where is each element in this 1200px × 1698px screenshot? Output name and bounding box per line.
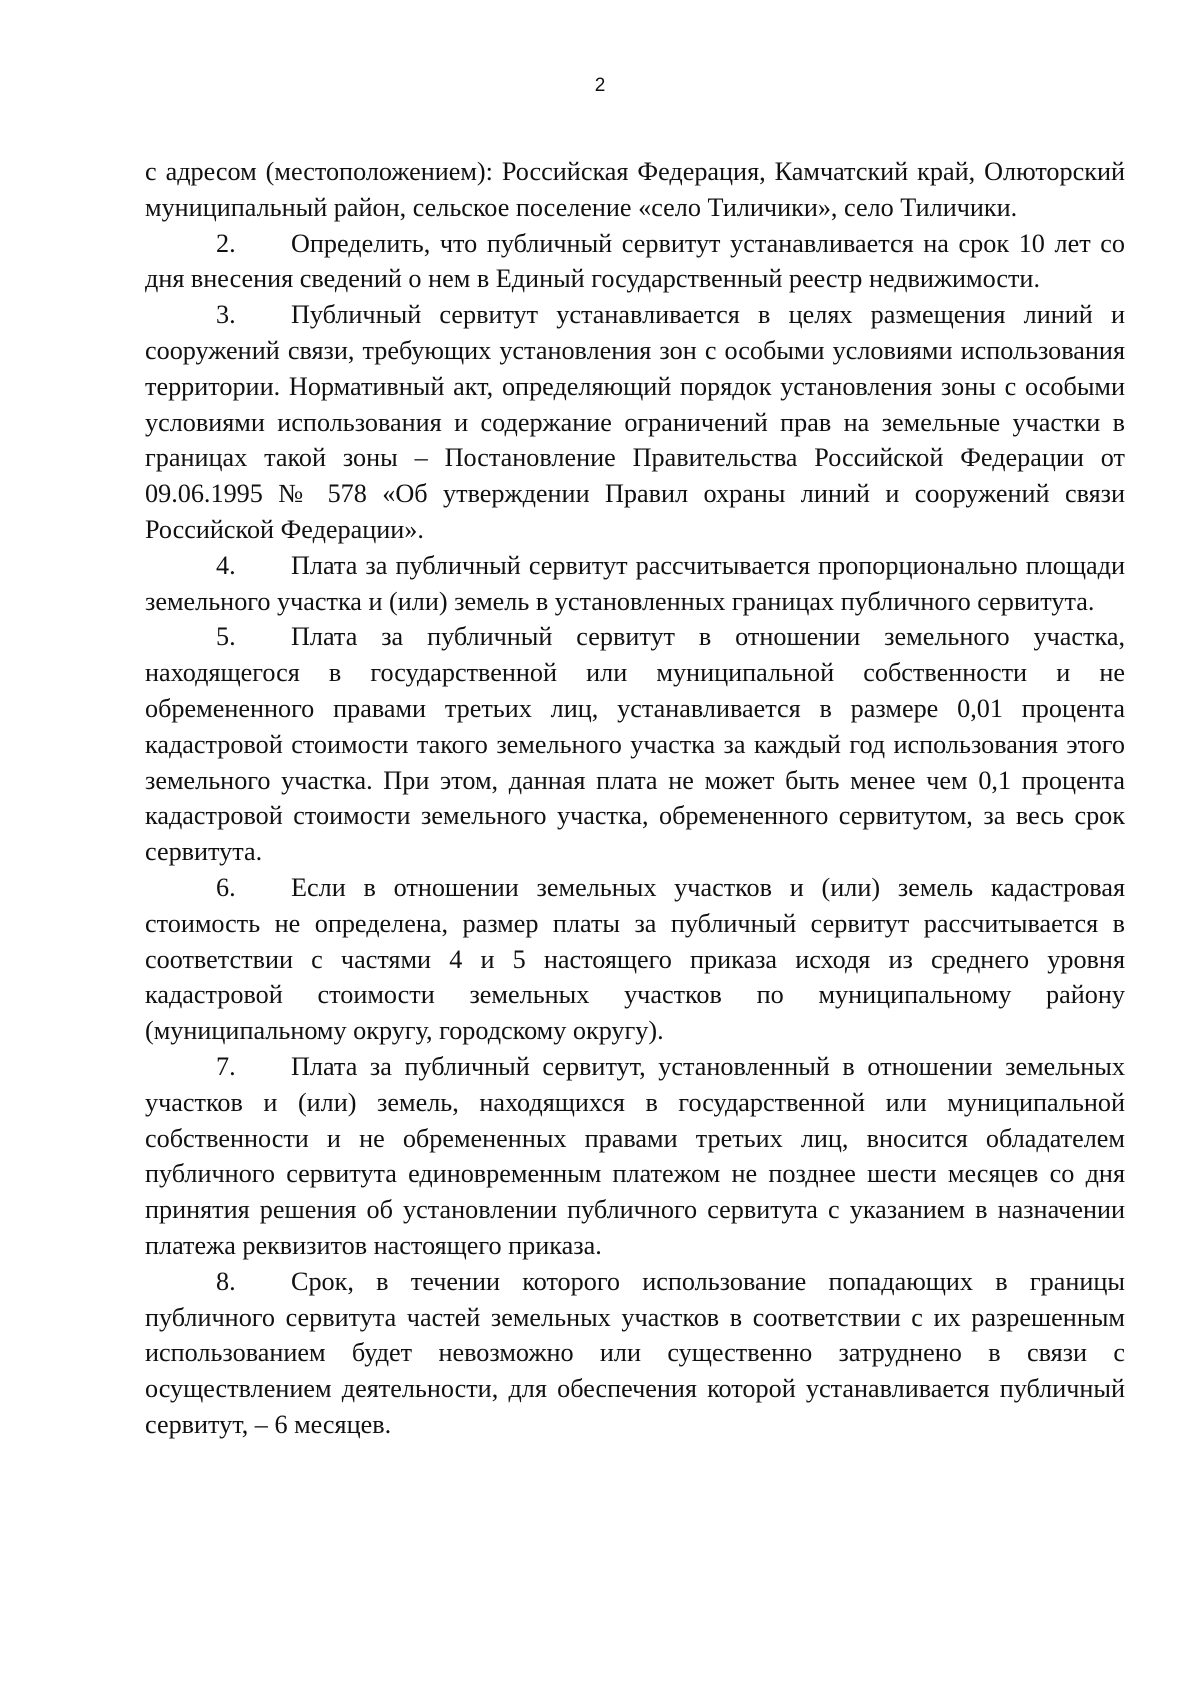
paragraph-8 [145, 1264, 1125, 1443]
paragraph-number: 5. [216, 622, 236, 652]
paragraph-number: 2. [216, 228, 236, 258]
paragraph-7 [145, 1049, 1125, 1264]
paragraph-number: 4. [216, 550, 236, 580]
paragraph-2 [145, 226, 1125, 298]
paragraph-text: Плата за публичный сервитут в отношении земельного участка, находящегося в государственной или муниципальной собственности и не обремененного правами третьих лиц, устанавливается в размере 0,01 процента кадастровой стоимости такого земельного участка за каждый год использования этого земельного участка. При этом, данная плата не может быть менее чем 0,1 процента кадастровой стоимости земельного участка, обремененного сервитутом, за весь срок сервитута. [145, 622, 1125, 867]
paragraph-continuation [145, 154, 1125, 226]
paragraph-number: 7. [216, 1051, 236, 1081]
paragraph-number: 3. [216, 300, 236, 330]
paragraph-text: Срок, в течении которого использование попадающих в границы публичного сервитута частей земельных участков в соответствии с их разрешенным использованием будет невозможно или существенно затруднено в связи с осуществлением деятельности, для обеспечения которой устанавливается публичный сервитут, – 6 месяцев. [145, 1266, 1125, 1439]
paragraph-5 [145, 619, 1125, 870]
paragraph-3 [145, 297, 1125, 548]
paragraph-4 [145, 548, 1125, 620]
paragraph-number: 6. [216, 872, 236, 902]
paragraph-text: Если в отношении земельных участков и (или) земель кадастровая стоимость не определена, размер платы за публичный сервитут рассчитывается в соответствии с частями 4 и 5 настоящего приказа исходя из среднего уровня кадастровой стоимости земельных участков по муниципальному району (муниципальному округу, городскому округу). [145, 872, 1125, 1046]
paragraph-text: Плата за публичный сервитут, установленный в отношении земельных участков и (или) земель, находящихся в государственной или муниципальной собственности и не обремененных правами третьих лиц, вносится обладателем публичного сервитута единовременным платежом не позднее шести месяцев со дня принятия решения об установлении публичного сервитута с указанием в назначении платежа реквизитов настоящего приказа. [145, 1051, 1125, 1260]
paragraph-text: Публичный сервитут устанавливается в целях размещения линий и сооружений связи, требующих установления зон с особыми условиями использования территории. Нормативный акт, определяющий порядок установления зоны с особыми условиями использования и содержание ограничений прав на земельные участки в границах такой зоны – Постановление Правительства Российской Федерации от 09.06.1995 № 578 «Об утверждении Правил охраны линий и сооружений связи Российской Федерации». [145, 300, 1125, 544]
page-number: 2 [594, 75, 606, 96]
paragraph-text: с адресом (местоположением): Российская Федерация, Камчатский край, Олюторский муниципальный район, сельское поселение «село Тиличики», село Тиличики. [145, 157, 1125, 222]
paragraph-text: Определить, что публичный сервитут устанавливается на срок 10 лет со дня внесения сведений о нем в Единый государственный реестр недвижимости. [145, 228, 1125, 294]
paragraph-number: 8. [216, 1266, 236, 1296]
document-body [145, 154, 1125, 1443]
paragraph-text: Плата за публичный сервитут рассчитывается пропорционально площади земельного участка и (или) земель в установленных границах публичного сервитута. [145, 550, 1125, 616]
paragraph-6 [145, 870, 1125, 1049]
